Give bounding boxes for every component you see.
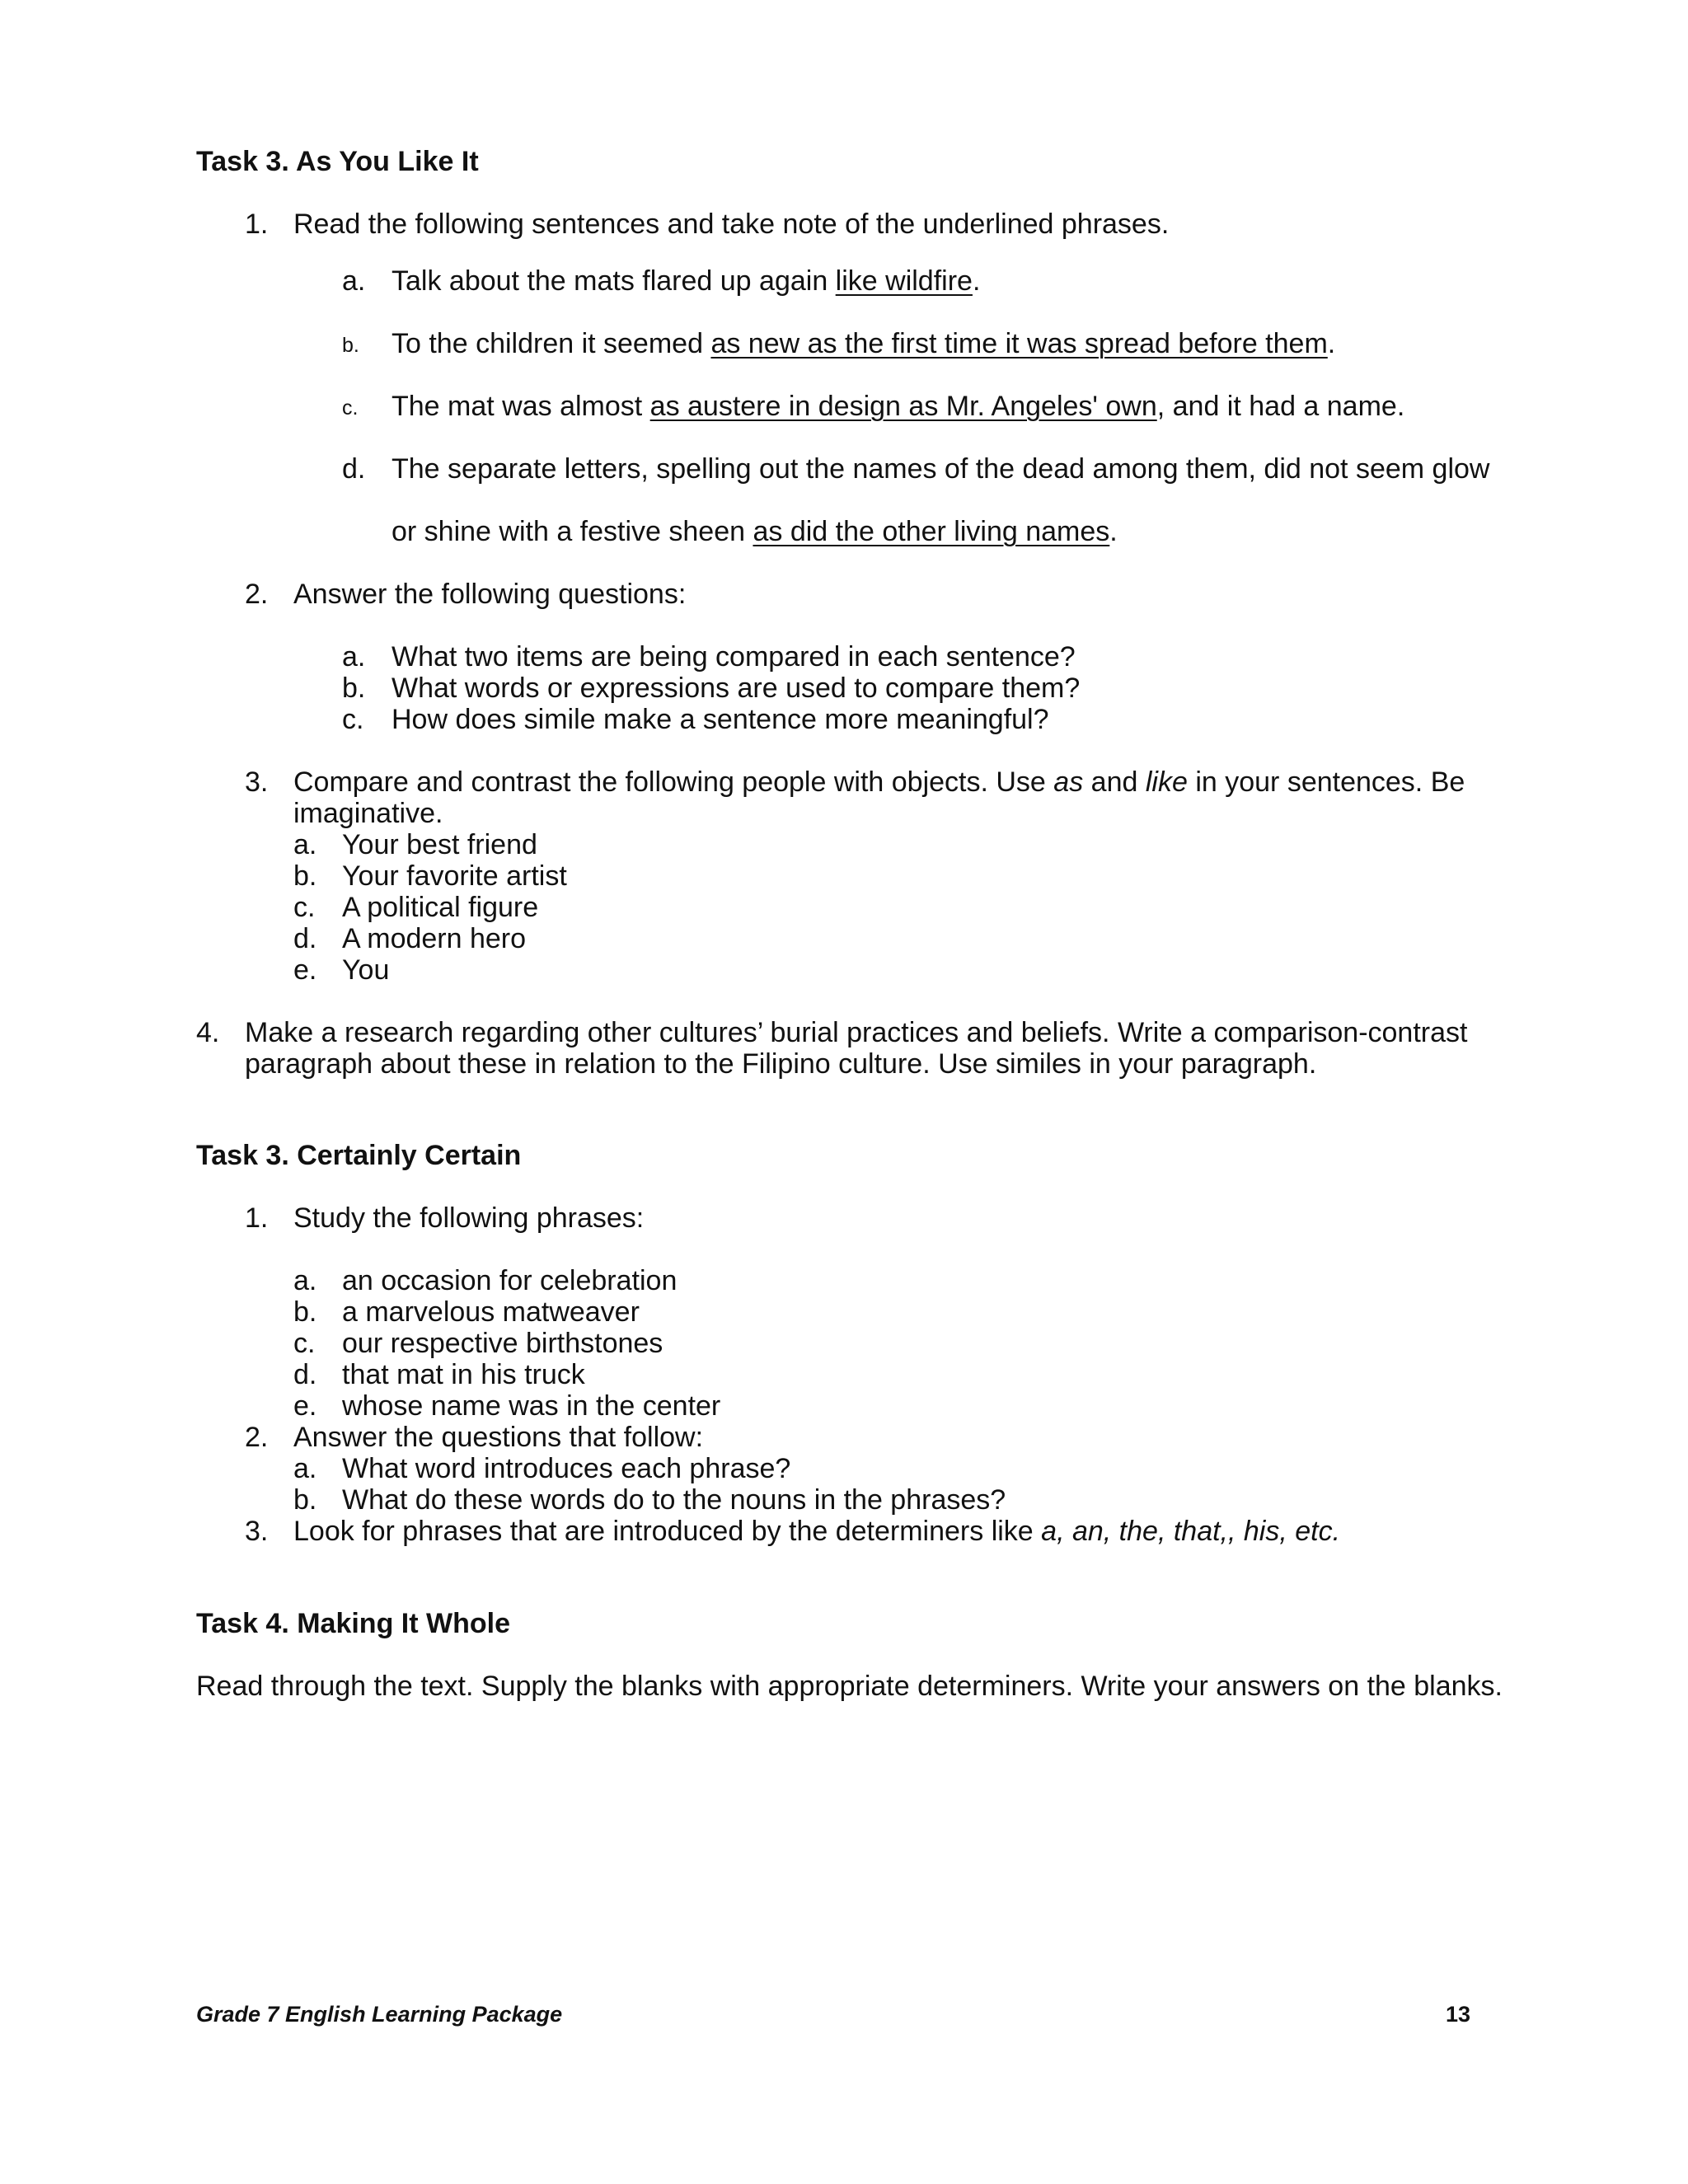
list-letter: e. [293,954,317,986]
phrase-text: our respective birthstones [342,1328,663,1359]
list-letter: b. [342,673,366,704]
list-letter: a. [342,265,366,297]
instruction-text-cont: imaginative. [293,798,443,829]
list-letter: c. [342,396,359,419]
item-number: 1. [245,209,269,240]
task3-as-you-like-it-heading: Task 3. As You Like It [196,146,479,177]
footer-label: Grade 7 English Learning Package [196,2002,563,2027]
instruction-text: Compare and contrast the following people with objects. Use as and like in your sentences. Be [293,766,1465,798]
page-number: 13 [1446,2002,1471,2027]
question-text: What word introduces each phrase? [342,1453,791,1484]
instruction-text: Answer the following questions: [293,579,687,610]
phrase-text: an occasion for celebration [342,1265,678,1296]
list-item-text: Your best friend [342,829,537,860]
item-number: 2. [245,579,269,610]
task3-certainly-certain-heading: Task 3. Certainly Certain [196,1140,522,1171]
list-letter: b. [342,334,359,357]
question-text: What words or expressions are used to compare them? [392,673,1081,704]
list-letter: c. [342,704,364,735]
list-letter: b. [293,860,317,892]
list-item-text: You [342,954,390,986]
list-letter: d. [293,923,317,954]
instruction-text-cont: paragraph about these in relation to the Filipino culture. Use similes in your paragraph. [245,1048,1317,1080]
task4-instruction: Read through the text. Supply the blanks with appropriate determiners. Write your answers on the blanks. [196,1671,1503,1702]
item-number: 4. [196,1017,220,1048]
phrase-text: whose name was in the center [342,1390,721,1422]
list-letter: a. [293,829,317,860]
underlined-phrase: like wildfire [835,265,973,297]
item-number: 2. [245,1422,269,1453]
sentence-a: Talk about the mats flared up again like wildfire. [392,265,981,297]
phrase-text: that mat in his truck [342,1359,585,1390]
sentence-b: To the children it seemed as new as the first time it was spread before them. [392,328,1336,359]
list-item-text: A modern hero [342,923,527,954]
task4-heading: Task 4. Making It Whole [196,1608,510,1639]
underlined-phrase: as did the other living names [753,516,1110,547]
instruction-text: Read the following sentences and take note of the underlined phrases. [293,209,1170,240]
list-item-text: Your favorite artist [342,860,567,892]
list-letter: e. [293,1390,317,1422]
list-letter: d. [342,453,366,485]
list-letter: b. [293,1296,317,1328]
question-text: What two items are being compared in each sentence? [392,641,1076,673]
list-letter: a. [342,641,366,673]
list-letter: a. [293,1453,317,1484]
sentence-d-line2: or shine with a festive sheen as did the other living names. [392,516,1118,547]
item-number: 1. [245,1202,269,1234]
question-text: What do these words do to the nouns in the phrases? [342,1484,1006,1516]
sentence-c: The mat was almost as austere in design as Mr. Angeles' own, and it had a name. [392,391,1405,422]
list-letter: d. [293,1359,317,1390]
phrase-text: a marvelous matweaver [342,1296,640,1328]
instruction-text: Look for phrases that are introduced by the determiners like a, an, the, that,, his, etc. [293,1516,1341,1547]
list-letter: c. [293,892,316,923]
instruction-text: Make a research regarding other cultures’ burial practices and beliefs. Write a comparison-contrast [245,1017,1468,1048]
underlined-phrase: as new as the first time it was spread before them [710,328,1328,359]
list-letter: c. [293,1328,316,1359]
instruction-text: Study the following phrases: [293,1202,645,1234]
item-number: 3. [245,1516,269,1547]
question-text: How does simile make a sentence more meaningful? [392,704,1049,735]
instruction-text: Answer the questions that follow: [293,1422,704,1453]
underlined-phrase: as austere in design as Mr. Angeles' own [649,391,1157,422]
sentence-d-line1: The separate letters, spelling out the names of the dead among them, did not seem glow [392,453,1490,485]
list-letter: a. [293,1265,317,1296]
item-number: 3. [245,766,269,798]
list-letter: b. [293,1484,317,1516]
list-item-text: A political figure [342,892,539,923]
